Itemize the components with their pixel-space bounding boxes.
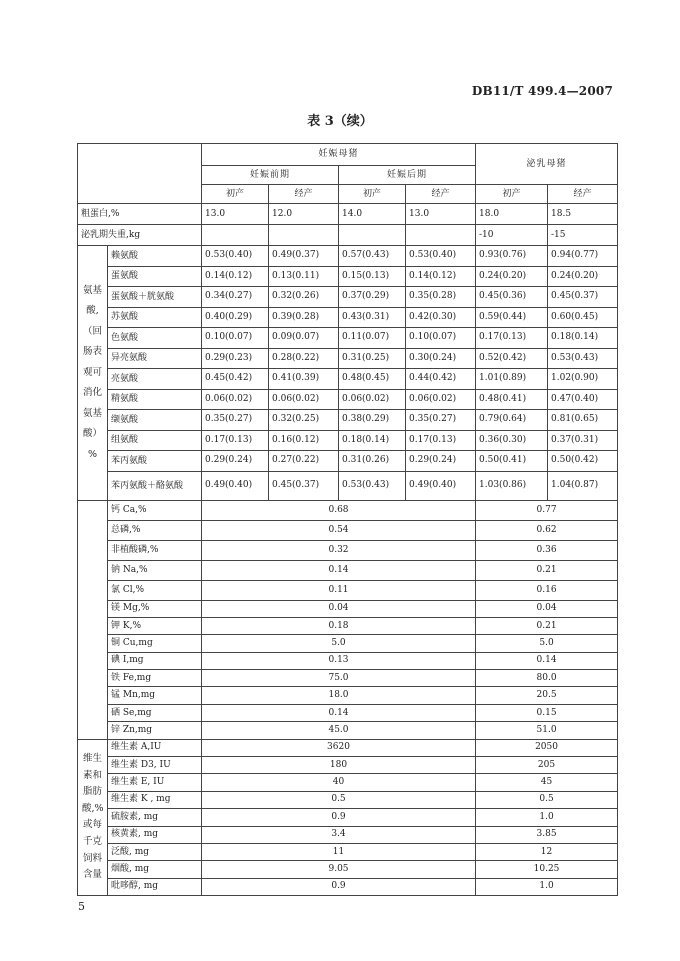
value-cell: 9.05: [202, 861, 476, 878]
value-cell: 0.49(0.40): [202, 471, 269, 500]
nutrient-name: 精氨酸: [108, 389, 202, 410]
mineral-row: [78, 580, 618, 600]
value-cell: 0.29(0.23): [202, 348, 269, 369]
mineral-row: [78, 704, 618, 721]
mineral-row: [78, 652, 618, 669]
value-cell: 0.34(0.27): [202, 287, 269, 308]
nutrient-name: 蛋氨酸＋胱氨酸: [108, 287, 202, 308]
empty-cell: [269, 225, 339, 246]
value-cell: 0.93(0.76): [476, 246, 548, 267]
vitamin-row: [78, 826, 618, 843]
nutrient-name: 氯 Cl,%: [108, 580, 202, 600]
value-cell: 45.0: [202, 722, 476, 739]
value-cell: 0.13(0.11): [269, 266, 339, 287]
value-cell: 0.9: [202, 878, 476, 895]
nutrient-name: 钠 Na,%: [108, 560, 202, 580]
nutrient-name: 核黄素, mg: [108, 826, 202, 843]
value-cell: 0.35(0.27): [202, 410, 269, 431]
mineral-row: [78, 520, 618, 540]
nutrient-name: 钾 K,%: [108, 617, 202, 634]
value-cell: 0.11(0.07): [339, 328, 406, 349]
amino-acid-row: [78, 266, 618, 287]
nutrient-name: 锰 Mn,mg: [108, 687, 202, 704]
value-cell: 11: [202, 843, 476, 860]
nutrient-name: 组氨酸: [108, 430, 202, 451]
value-cell: 0.14: [476, 652, 618, 669]
amino-acid-row: [78, 307, 618, 328]
document-code: DB11/T 499.4—2007: [471, 84, 613, 98]
value-cell: -10: [476, 225, 548, 246]
value-cell: 0.18(0.14): [548, 328, 618, 349]
value-cell: 0.44(0.42): [406, 369, 476, 390]
value-cell: 0.79(0.64): [476, 410, 548, 431]
value-cell: 13.0: [202, 204, 269, 225]
value-cell: 0.18(0.14): [339, 430, 406, 451]
value-cell: 205: [476, 757, 618, 774]
value-cell: 0.62: [476, 520, 618, 540]
nutrient-name: 亮氨酸: [108, 369, 202, 390]
header-row-1: [78, 144, 618, 166]
row-label: 泌乳期失重,kg: [78, 225, 202, 246]
nutrient-name: 泛酸, mg: [108, 843, 202, 860]
nutrient-name: 吡哆醇, mg: [108, 878, 202, 895]
weight-loss-row: [78, 225, 618, 246]
value-cell: 10.25: [476, 861, 618, 878]
value-cell: 0.11: [202, 580, 476, 600]
amino-acid-row: [78, 348, 618, 369]
amino-acid-row: [78, 246, 618, 267]
value-cell: 0.40(0.29): [202, 307, 269, 328]
value-cell: 0.14(0.12): [202, 266, 269, 287]
value-cell: 0.04: [476, 600, 618, 617]
nutrient-requirements-table: [77, 143, 618, 896]
vitamin-row: [78, 809, 618, 826]
nutrient-name: 苯丙氨酸＋酪氨酸: [108, 471, 202, 500]
vitamin-group-label: 维生素和脂肪酸,%或每千克饲料含量: [78, 739, 108, 896]
value-cell: 13.0: [406, 204, 476, 225]
table-title: 表 3（续）: [307, 114, 373, 129]
value-cell: 5.0: [476, 635, 618, 652]
value-cell: 1.0: [476, 878, 618, 895]
value-cell: 1.02(0.90): [548, 369, 618, 390]
value-cell: 0.53(0.43): [548, 348, 618, 369]
empty-cell: [406, 225, 476, 246]
value-cell: 0.06(0.02): [202, 389, 269, 410]
col-late-gestation: 妊娠后期: [339, 166, 476, 185]
value-cell: 0.16(0.12): [269, 430, 339, 451]
value-cell: 0.5: [202, 791, 476, 808]
vitamin-row: [78, 843, 618, 860]
value-cell: 0.32(0.26): [269, 287, 339, 308]
empty-cell: [339, 225, 406, 246]
value-cell: 0.32: [202, 540, 476, 560]
value-cell: 0.81(0.65): [548, 410, 618, 431]
value-cell: 0.18: [202, 617, 476, 634]
amino-acid-row: [78, 451, 618, 472]
nutrient-name: 非植酸磷,%: [108, 540, 202, 560]
value-cell: 0.45(0.37): [269, 471, 339, 500]
value-cell: 0.17(0.13): [202, 430, 269, 451]
col-multiparous: 经产: [548, 185, 618, 204]
value-cell: 0.04: [202, 600, 476, 617]
value-cell: 0.57(0.43): [339, 246, 406, 267]
value-cell: 0.27(0.22): [269, 451, 339, 472]
nutrient-name: 色氨酸: [108, 328, 202, 349]
row-label: 粗蛋白,%: [78, 204, 202, 225]
value-cell: 0.06(0.02): [269, 389, 339, 410]
value-cell: 0.31(0.25): [339, 348, 406, 369]
nutrient-name: 铜 Cu,mg: [108, 635, 202, 652]
value-cell: 0.06(0.02): [339, 389, 406, 410]
mineral-row: [78, 500, 618, 520]
table-body: [78, 144, 618, 896]
col-primiparous: 初产: [202, 185, 269, 204]
value-cell: 0.24(0.20): [476, 266, 548, 287]
value-cell: 1.0: [476, 809, 618, 826]
col-multiparous: 经产: [269, 185, 339, 204]
value-cell: 45: [476, 774, 618, 791]
value-cell: 0.15(0.13): [339, 266, 406, 287]
col-primiparous: 初产: [339, 185, 406, 204]
value-cell: 0.52(0.42): [476, 348, 548, 369]
value-cell: 0.35(0.27): [406, 410, 476, 431]
value-cell: 0.21: [476, 617, 618, 634]
corner-cell: [78, 144, 202, 204]
col-primiparous: 初产: [476, 185, 548, 204]
mineral-row: [78, 560, 618, 580]
mineral-row: [78, 687, 618, 704]
value-cell: 0.37(0.29): [339, 287, 406, 308]
nutrient-name: 赖氨酸: [108, 246, 202, 267]
value-cell: 0.36(0.30): [476, 430, 548, 451]
value-cell: 0.09(0.07): [269, 328, 339, 349]
value-cell: 0.45(0.37): [548, 287, 618, 308]
value-cell: 14.0: [339, 204, 406, 225]
amino-acid-row: [78, 369, 618, 390]
nutrient-name: 碘 I,mg: [108, 652, 202, 669]
value-cell: 0.06(0.02): [406, 389, 476, 410]
value-cell: 3.85: [476, 826, 618, 843]
vitamin-row: [78, 774, 618, 791]
value-cell: 2050: [476, 739, 618, 756]
value-cell: 0.28(0.22): [269, 348, 339, 369]
value-cell: 0.13: [202, 652, 476, 669]
amino-acid-group-label: 氨基酸,（回肠表观可消化氨基酸）%: [78, 246, 108, 501]
amino-acid-row: [78, 430, 618, 451]
value-cell: 0.47(0.40): [548, 389, 618, 410]
nutrient-name: 异亮氨酸: [108, 348, 202, 369]
value-cell: 180: [202, 757, 476, 774]
nutrient-name: 钙 Ca,%: [108, 500, 202, 520]
vitamin-row: [78, 791, 618, 808]
value-cell: 0.31(0.26): [339, 451, 406, 472]
value-cell: 0.39(0.28): [269, 307, 339, 328]
amino-acid-row: [78, 389, 618, 410]
nutrient-name: 维生素 E, IU: [108, 774, 202, 791]
value-cell: 0.15: [476, 704, 618, 721]
value-cell: 0.49(0.40): [406, 471, 476, 500]
value-cell: 75.0: [202, 670, 476, 687]
vitamin-row: [78, 861, 618, 878]
nutrient-name: 蛋氨酸: [108, 266, 202, 287]
nutrient-name: 硫胺素, mg: [108, 809, 202, 826]
value-cell: -15: [548, 225, 618, 246]
value-cell: 12: [476, 843, 618, 860]
value-cell: 0.21: [476, 560, 618, 580]
value-cell: 0.60(0.45): [548, 307, 618, 328]
value-cell: 51.0: [476, 722, 618, 739]
value-cell: 0.9: [202, 809, 476, 826]
mineral-row: [78, 600, 618, 617]
nutrient-name: 烟酸, mg: [108, 861, 202, 878]
value-cell: 0.37(0.31): [548, 430, 618, 451]
value-cell: 0.45(0.36): [476, 287, 548, 308]
value-cell: 0.45(0.42): [202, 369, 269, 390]
value-cell: 0.24(0.20): [548, 266, 618, 287]
col-early-gestation: 妊娠前期: [202, 166, 339, 185]
mineral-row: [78, 540, 618, 560]
nutrient-name: 锌 Zn,mg: [108, 722, 202, 739]
nutrient-name: 维生素 A,IU: [108, 739, 202, 756]
value-cell: 0.49(0.37): [269, 246, 339, 267]
nutrient-name: 铁 Fe,mg: [108, 670, 202, 687]
value-cell: 0.17(0.13): [406, 430, 476, 451]
value-cell: 3.4: [202, 826, 476, 843]
col-multiparous: 经产: [406, 185, 476, 204]
value-cell: 3620: [202, 739, 476, 756]
nutrient-name: 维生素 K , mg: [108, 791, 202, 808]
nutrient-name: 苯丙氨酸: [108, 451, 202, 472]
value-cell: 1.03(0.86): [476, 471, 548, 500]
empty-cell: [202, 225, 269, 246]
page-number: 5: [78, 900, 85, 913]
value-cell: 0.48(0.45): [339, 369, 406, 390]
value-cell: 0.50(0.42): [548, 451, 618, 472]
value-cell: 0.48(0.41): [476, 389, 548, 410]
value-cell: 0.10(0.07): [202, 328, 269, 349]
value-cell: 20.5: [476, 687, 618, 704]
value-cell: 0.59(0.44): [476, 307, 548, 328]
value-cell: 0.29(0.24): [202, 451, 269, 472]
nutrient-name: 缬氨酸: [108, 410, 202, 431]
value-cell: 5.0: [202, 635, 476, 652]
col-pregnant-sow: 妊娠母猪: [202, 144, 476, 166]
value-cell: 12.0: [269, 204, 339, 225]
value-cell: 0.54: [202, 520, 476, 540]
nutrient-name: 总磷,%: [108, 520, 202, 540]
value-cell: 0.29(0.24): [406, 451, 476, 472]
value-cell: 0.14(0.12): [406, 266, 476, 287]
value-cell: 0.36: [476, 540, 618, 560]
amino-acid-row: [78, 410, 618, 431]
nutrient-name: 苏氨酸: [108, 307, 202, 328]
value-cell: 0.42(0.30): [406, 307, 476, 328]
value-cell: 0.94(0.77): [548, 246, 618, 267]
amino-acid-row: [78, 328, 618, 349]
value-cell: 0.16: [476, 580, 618, 600]
amino-acid-row: [78, 287, 618, 308]
nutrient-name: 维生素 D3, IU: [108, 757, 202, 774]
value-cell: 1.01(0.89): [476, 369, 548, 390]
mineral-group-cell: [78, 500, 108, 739]
vitamin-row: [78, 757, 618, 774]
value-cell: 40: [202, 774, 476, 791]
value-cell: 0.35(0.28): [406, 287, 476, 308]
crude-protein-row: [78, 204, 618, 225]
value-cell: 18.0: [202, 687, 476, 704]
value-cell: 0.10(0.07): [406, 328, 476, 349]
value-cell: 0.38(0.29): [339, 410, 406, 431]
value-cell: 0.53(0.40): [406, 246, 476, 267]
value-cell: 0.30(0.24): [406, 348, 476, 369]
value-cell: 1.04(0.87): [548, 471, 618, 500]
value-cell: 18.5: [548, 204, 618, 225]
value-cell: 0.53(0.40): [202, 246, 269, 267]
value-cell: 0.41(0.39): [269, 369, 339, 390]
value-cell: 80.0: [476, 670, 618, 687]
mineral-row: [78, 617, 618, 634]
mineral-row: [78, 722, 618, 739]
value-cell: 0.50(0.41): [476, 451, 548, 472]
value-cell: 18.0: [476, 204, 548, 225]
value-cell: 0.43(0.31): [339, 307, 406, 328]
value-cell: 0.77: [476, 500, 618, 520]
nutrient-name: 镁 Mg,%: [108, 600, 202, 617]
vitamin-row: [78, 739, 618, 756]
mineral-row: [78, 635, 618, 652]
value-cell: 0.53(0.43): [339, 471, 406, 500]
nutrient-name: 硒 Se,mg: [108, 704, 202, 721]
col-lactating-sow: 泌乳母猪: [476, 144, 618, 185]
value-cell: 0.14: [202, 704, 476, 721]
value-cell: 0.14: [202, 560, 476, 580]
value-cell: 0.68: [202, 500, 476, 520]
amino-acid-row: [78, 471, 618, 500]
mineral-row: [78, 670, 618, 687]
value-cell: 0.17(0.13): [476, 328, 548, 349]
value-cell: 0.32(0.25): [269, 410, 339, 431]
value-cell: 0.5: [476, 791, 618, 808]
vitamin-row: [78, 878, 618, 895]
